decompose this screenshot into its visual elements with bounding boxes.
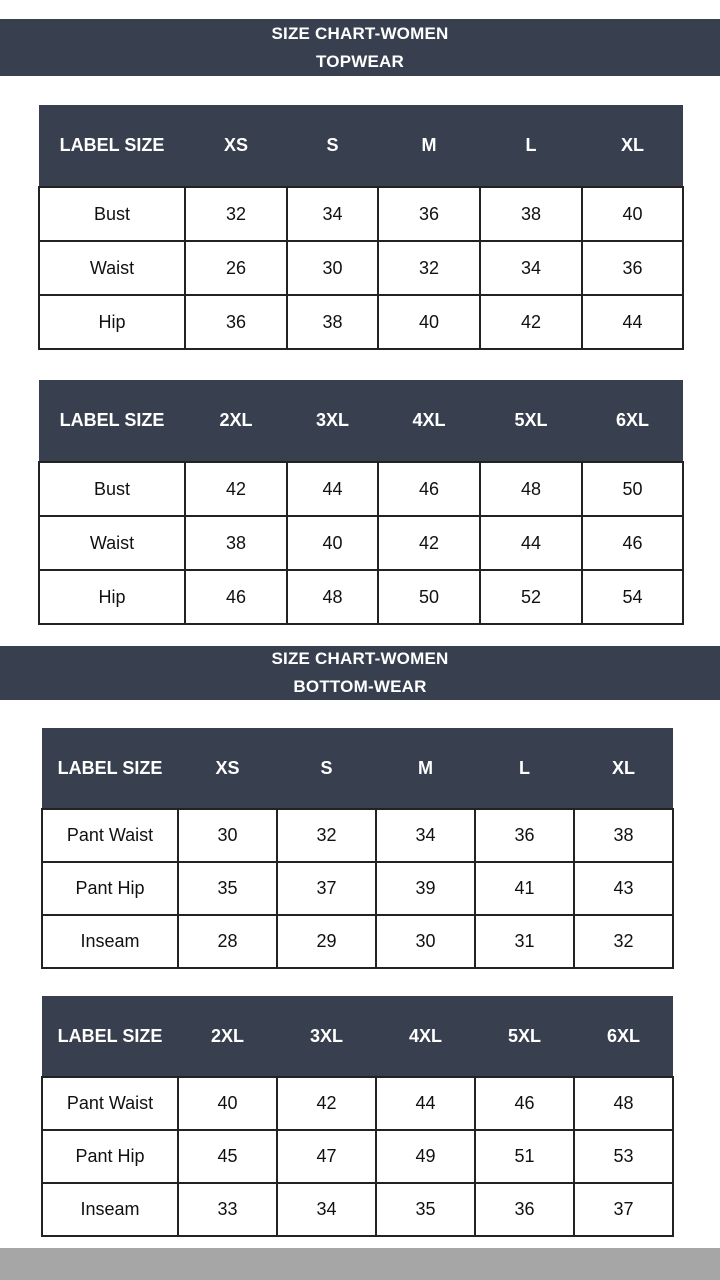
table-row xyxy=(42,809,673,862)
table-cell: 32 xyxy=(185,187,287,241)
table-cell: 49 xyxy=(376,1130,475,1183)
table-cell: 38 xyxy=(574,809,673,862)
table-row xyxy=(39,570,683,624)
table-cell: 46 xyxy=(185,570,287,624)
table-cell: 42 xyxy=(277,1077,376,1130)
table-cell: 42 xyxy=(378,516,480,570)
table-header-row xyxy=(39,105,683,187)
header-cell: XL xyxy=(582,105,683,187)
table-cell: 40 xyxy=(178,1077,277,1130)
header-cell: 3XL xyxy=(277,996,376,1077)
table-cell: 36 xyxy=(582,241,683,295)
table-cell: 43 xyxy=(574,862,673,915)
table-cell: 45 xyxy=(178,1130,277,1183)
header-cell: 5XL xyxy=(480,380,582,462)
table-cell: 42 xyxy=(185,462,287,516)
header-cell: LABEL SIZE xyxy=(39,105,185,187)
table-header-row xyxy=(42,728,673,809)
table-row xyxy=(42,1183,673,1236)
table-cell: 37 xyxy=(277,862,376,915)
table-cell: 54 xyxy=(582,570,683,624)
bottomwear-size-table-plus xyxy=(41,996,674,1237)
row-label: Pant Waist xyxy=(42,1077,178,1130)
header-cell: S xyxy=(277,728,376,809)
header-cell: 4XL xyxy=(376,996,475,1077)
table-cell: 32 xyxy=(574,915,673,968)
table-cell: 46 xyxy=(475,1077,574,1130)
table-cell: 51 xyxy=(475,1130,574,1183)
table-cell: 32 xyxy=(277,809,376,862)
header-cell: M xyxy=(378,105,480,187)
row-label: Waist xyxy=(39,516,185,570)
bottomwear-size-table-standard xyxy=(41,728,674,969)
table-row xyxy=(39,187,683,241)
header-cell: 3XL xyxy=(287,380,378,462)
header-cell: L xyxy=(475,728,574,809)
header-cell: M xyxy=(376,728,475,809)
bottomwear-banner-subtitle: BOTTOM-WEAR xyxy=(293,677,427,696)
table-cell: 39 xyxy=(376,862,475,915)
row-label: Hip xyxy=(39,295,185,349)
table-cell: 33 xyxy=(178,1183,277,1236)
table-cell: 38 xyxy=(185,516,287,570)
row-label: Pant Hip xyxy=(42,862,178,915)
table-row xyxy=(42,1130,673,1183)
table-cell: 44 xyxy=(582,295,683,349)
table-row xyxy=(42,915,673,968)
header-cell: XS xyxy=(185,105,287,187)
table-row xyxy=(39,295,683,349)
header-cell: S xyxy=(287,105,378,187)
header-cell: 6XL xyxy=(582,380,683,462)
table-cell: 32 xyxy=(378,241,480,295)
table-cell: 41 xyxy=(475,862,574,915)
table-cell: 34 xyxy=(376,809,475,862)
table-row xyxy=(39,462,683,516)
table-cell: 34 xyxy=(480,241,582,295)
table-cell: 48 xyxy=(574,1077,673,1130)
row-label: Hip xyxy=(39,570,185,624)
table-cell: 48 xyxy=(287,570,378,624)
table-cell: 35 xyxy=(376,1183,475,1236)
table-header-row xyxy=(42,996,673,1077)
row-label: Pant Waist xyxy=(42,809,178,862)
table-cell: 35 xyxy=(178,862,277,915)
table-cell: 36 xyxy=(185,295,287,349)
topwear-banner-subtitle: TOPWEAR xyxy=(316,51,404,71)
topwear-banner xyxy=(0,19,720,76)
header-cell: L xyxy=(480,105,582,187)
table-cell: 42 xyxy=(480,295,582,349)
table-cell: 46 xyxy=(378,462,480,516)
row-label: Bust xyxy=(39,187,185,241)
table-cell: 38 xyxy=(480,187,582,241)
row-label: Bust xyxy=(39,462,185,516)
table-cell: 34 xyxy=(277,1183,376,1236)
header-cell: XL xyxy=(574,728,673,809)
header-cell: 5XL xyxy=(475,996,574,1077)
table-cell: 47 xyxy=(277,1130,376,1183)
table-cell: 30 xyxy=(376,915,475,968)
row-label: Inseam xyxy=(42,915,178,968)
table-cell: 40 xyxy=(378,295,480,349)
table-cell: 29 xyxy=(277,915,376,968)
table-cell: 52 xyxy=(480,570,582,624)
table-cell: 44 xyxy=(287,462,378,516)
header-cell: 4XL xyxy=(378,380,480,462)
table-cell: 50 xyxy=(378,570,480,624)
header-cell: 2XL xyxy=(185,380,287,462)
table-cell: 30 xyxy=(287,241,378,295)
table-row xyxy=(39,241,683,295)
table-cell: 36 xyxy=(475,1183,574,1236)
table-cell: 30 xyxy=(178,809,277,862)
table-cell: 34 xyxy=(287,187,378,241)
header-cell: LABEL SIZE xyxy=(39,380,185,462)
table-cell: 36 xyxy=(378,187,480,241)
bottomwear-banner xyxy=(0,646,720,700)
topwear-banner-title: SIZE CHART-WOMEN xyxy=(271,23,449,43)
bottom-bar xyxy=(0,1248,720,1280)
topwear-size-table-plus xyxy=(38,380,684,625)
table-cell: 37 xyxy=(574,1183,673,1236)
table-cell: 46 xyxy=(582,516,683,570)
header-cell: LABEL SIZE xyxy=(42,996,178,1077)
table-cell: 44 xyxy=(376,1077,475,1130)
table-cell: 53 xyxy=(574,1130,673,1183)
header-cell: XS xyxy=(178,728,277,809)
table-cell: 40 xyxy=(582,187,683,241)
table-cell: 40 xyxy=(287,516,378,570)
table-cell: 36 xyxy=(475,809,574,862)
table-header-row xyxy=(39,380,683,462)
table-row xyxy=(39,516,683,570)
header-cell: LABEL SIZE xyxy=(42,728,178,809)
table-cell: 26 xyxy=(185,241,287,295)
table-cell: 28 xyxy=(178,915,277,968)
bottomwear-banner-title: SIZE CHART-WOMEN xyxy=(271,649,449,668)
table-cell: 38 xyxy=(287,295,378,349)
table-row xyxy=(42,1077,673,1130)
table-row xyxy=(42,862,673,915)
row-label: Pant Hip xyxy=(42,1130,178,1183)
table-cell: 44 xyxy=(480,516,582,570)
row-label: Waist xyxy=(39,241,185,295)
header-cell: 6XL xyxy=(574,996,673,1077)
table-cell: 31 xyxy=(475,915,574,968)
row-label: Inseam xyxy=(42,1183,178,1236)
table-cell: 50 xyxy=(582,462,683,516)
table-cell: 48 xyxy=(480,462,582,516)
topwear-size-table-standard xyxy=(38,105,684,350)
header-cell: 2XL xyxy=(178,996,277,1077)
